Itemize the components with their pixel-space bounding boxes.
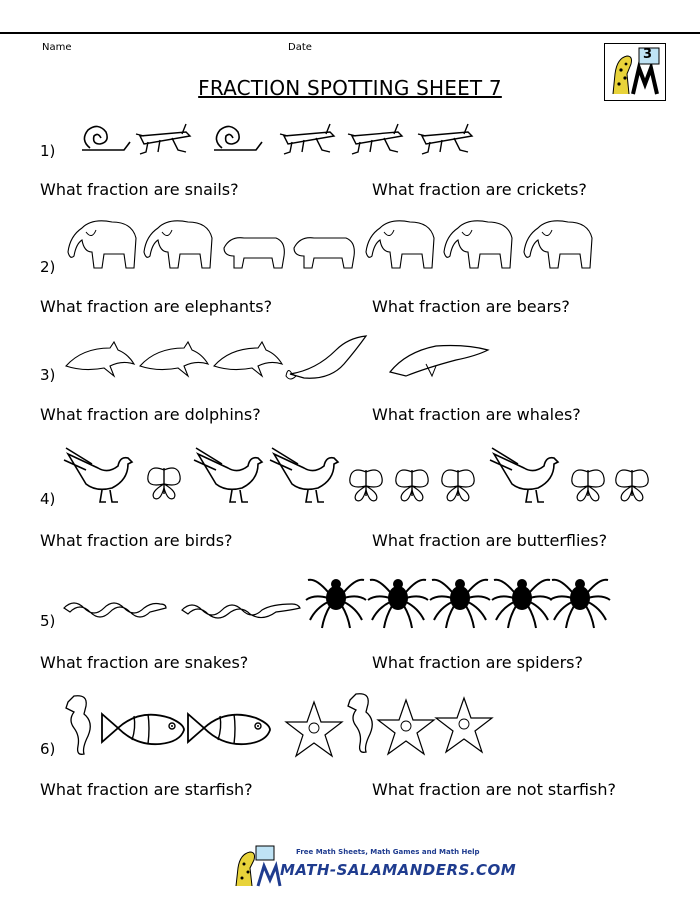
row-3-animals [62,328,502,384]
snail-icon [214,126,262,150]
row-number: 3) [40,366,56,384]
question-not-starfish: What fraction are not starfish? [372,780,616,799]
starfish-icon [286,702,342,756]
elephant-icon [144,221,212,268]
dolphin-icon [214,342,282,376]
name-label: Name [42,42,72,53]
grade-number: 3 [643,47,653,62]
butterfly-icon [442,470,474,501]
seahorse-icon [66,696,90,755]
row-number: 5) [40,612,56,630]
spider-icon [550,579,610,628]
bear-icon [294,238,354,268]
salamander-logo-icon [605,44,667,102]
whale-icon [286,336,366,379]
question-dolphins: What fraction are dolphins? [40,405,261,424]
butterfly-icon [572,470,604,501]
butterfly-icon [350,470,382,501]
butterfly-icon [616,470,648,501]
elephant-icon [68,221,136,268]
elephant-icon [444,221,512,268]
snake-icon [182,604,300,618]
elephant-icon [524,221,592,268]
question-bears: What fraction are bears? [372,297,570,316]
row-number: 4) [40,490,56,508]
dolphin-icon [66,342,134,376]
bird-icon [270,448,338,502]
row-number: 1) [40,142,56,160]
butterfly-icon [396,470,428,501]
spider-icon [368,579,428,628]
row-2-animals [62,212,622,274]
bird-icon [194,448,262,502]
whale-icon [390,346,488,377]
starfish-icon [436,698,492,752]
date-label: Date [288,42,312,53]
butterfly-icon [148,468,180,499]
spider-icon [492,579,552,628]
elephant-icon [366,221,434,268]
row-5-animals [62,566,622,630]
row-4-animals [62,440,662,506]
bear-icon [224,238,284,268]
snail-icon [82,126,130,150]
footer-brand[interactable]: MATH-SALAMANDERS.COM [280,861,517,879]
page-title: FRACTION SPOTTING SHEET 7 [198,76,502,100]
seahorse-icon [348,694,372,753]
question-butterflies: What fraction are butterflies? [372,531,608,550]
spider-icon [306,579,366,628]
row-6-animals [60,690,500,760]
snake-icon [64,603,166,617]
footer-tagline: Free Math Sheets, Math Games and Math Help [296,848,480,856]
fish-icon [188,714,270,744]
question-whales: What fraction are whales? [372,405,581,424]
dolphin-icon [140,342,208,376]
row-number: 6) [40,740,56,758]
fish-icon [102,714,184,744]
cricket-icon [280,124,334,154]
starfish-icon [378,700,434,754]
bird-icon [64,448,132,502]
spider-icon [430,579,490,628]
question-snakes: What fraction are snakes? [40,653,249,672]
row-number: 2) [40,258,56,276]
question-snails: What fraction are snails? [40,180,239,199]
question-birds: What fraction are birds? [40,531,233,550]
cricket-icon [348,124,402,154]
grade-logo [604,43,666,101]
question-elephants: What fraction are elephants? [40,297,273,316]
question-starfish: What fraction are starfish? [40,780,253,799]
row-1-animals [62,118,502,158]
question-crickets: What fraction are crickets? [372,180,587,199]
bird-icon [490,448,558,502]
top-rule [0,32,700,34]
cricket-icon [136,124,190,154]
question-spiders: What fraction are spiders? [372,653,583,672]
cricket-icon [418,124,472,154]
